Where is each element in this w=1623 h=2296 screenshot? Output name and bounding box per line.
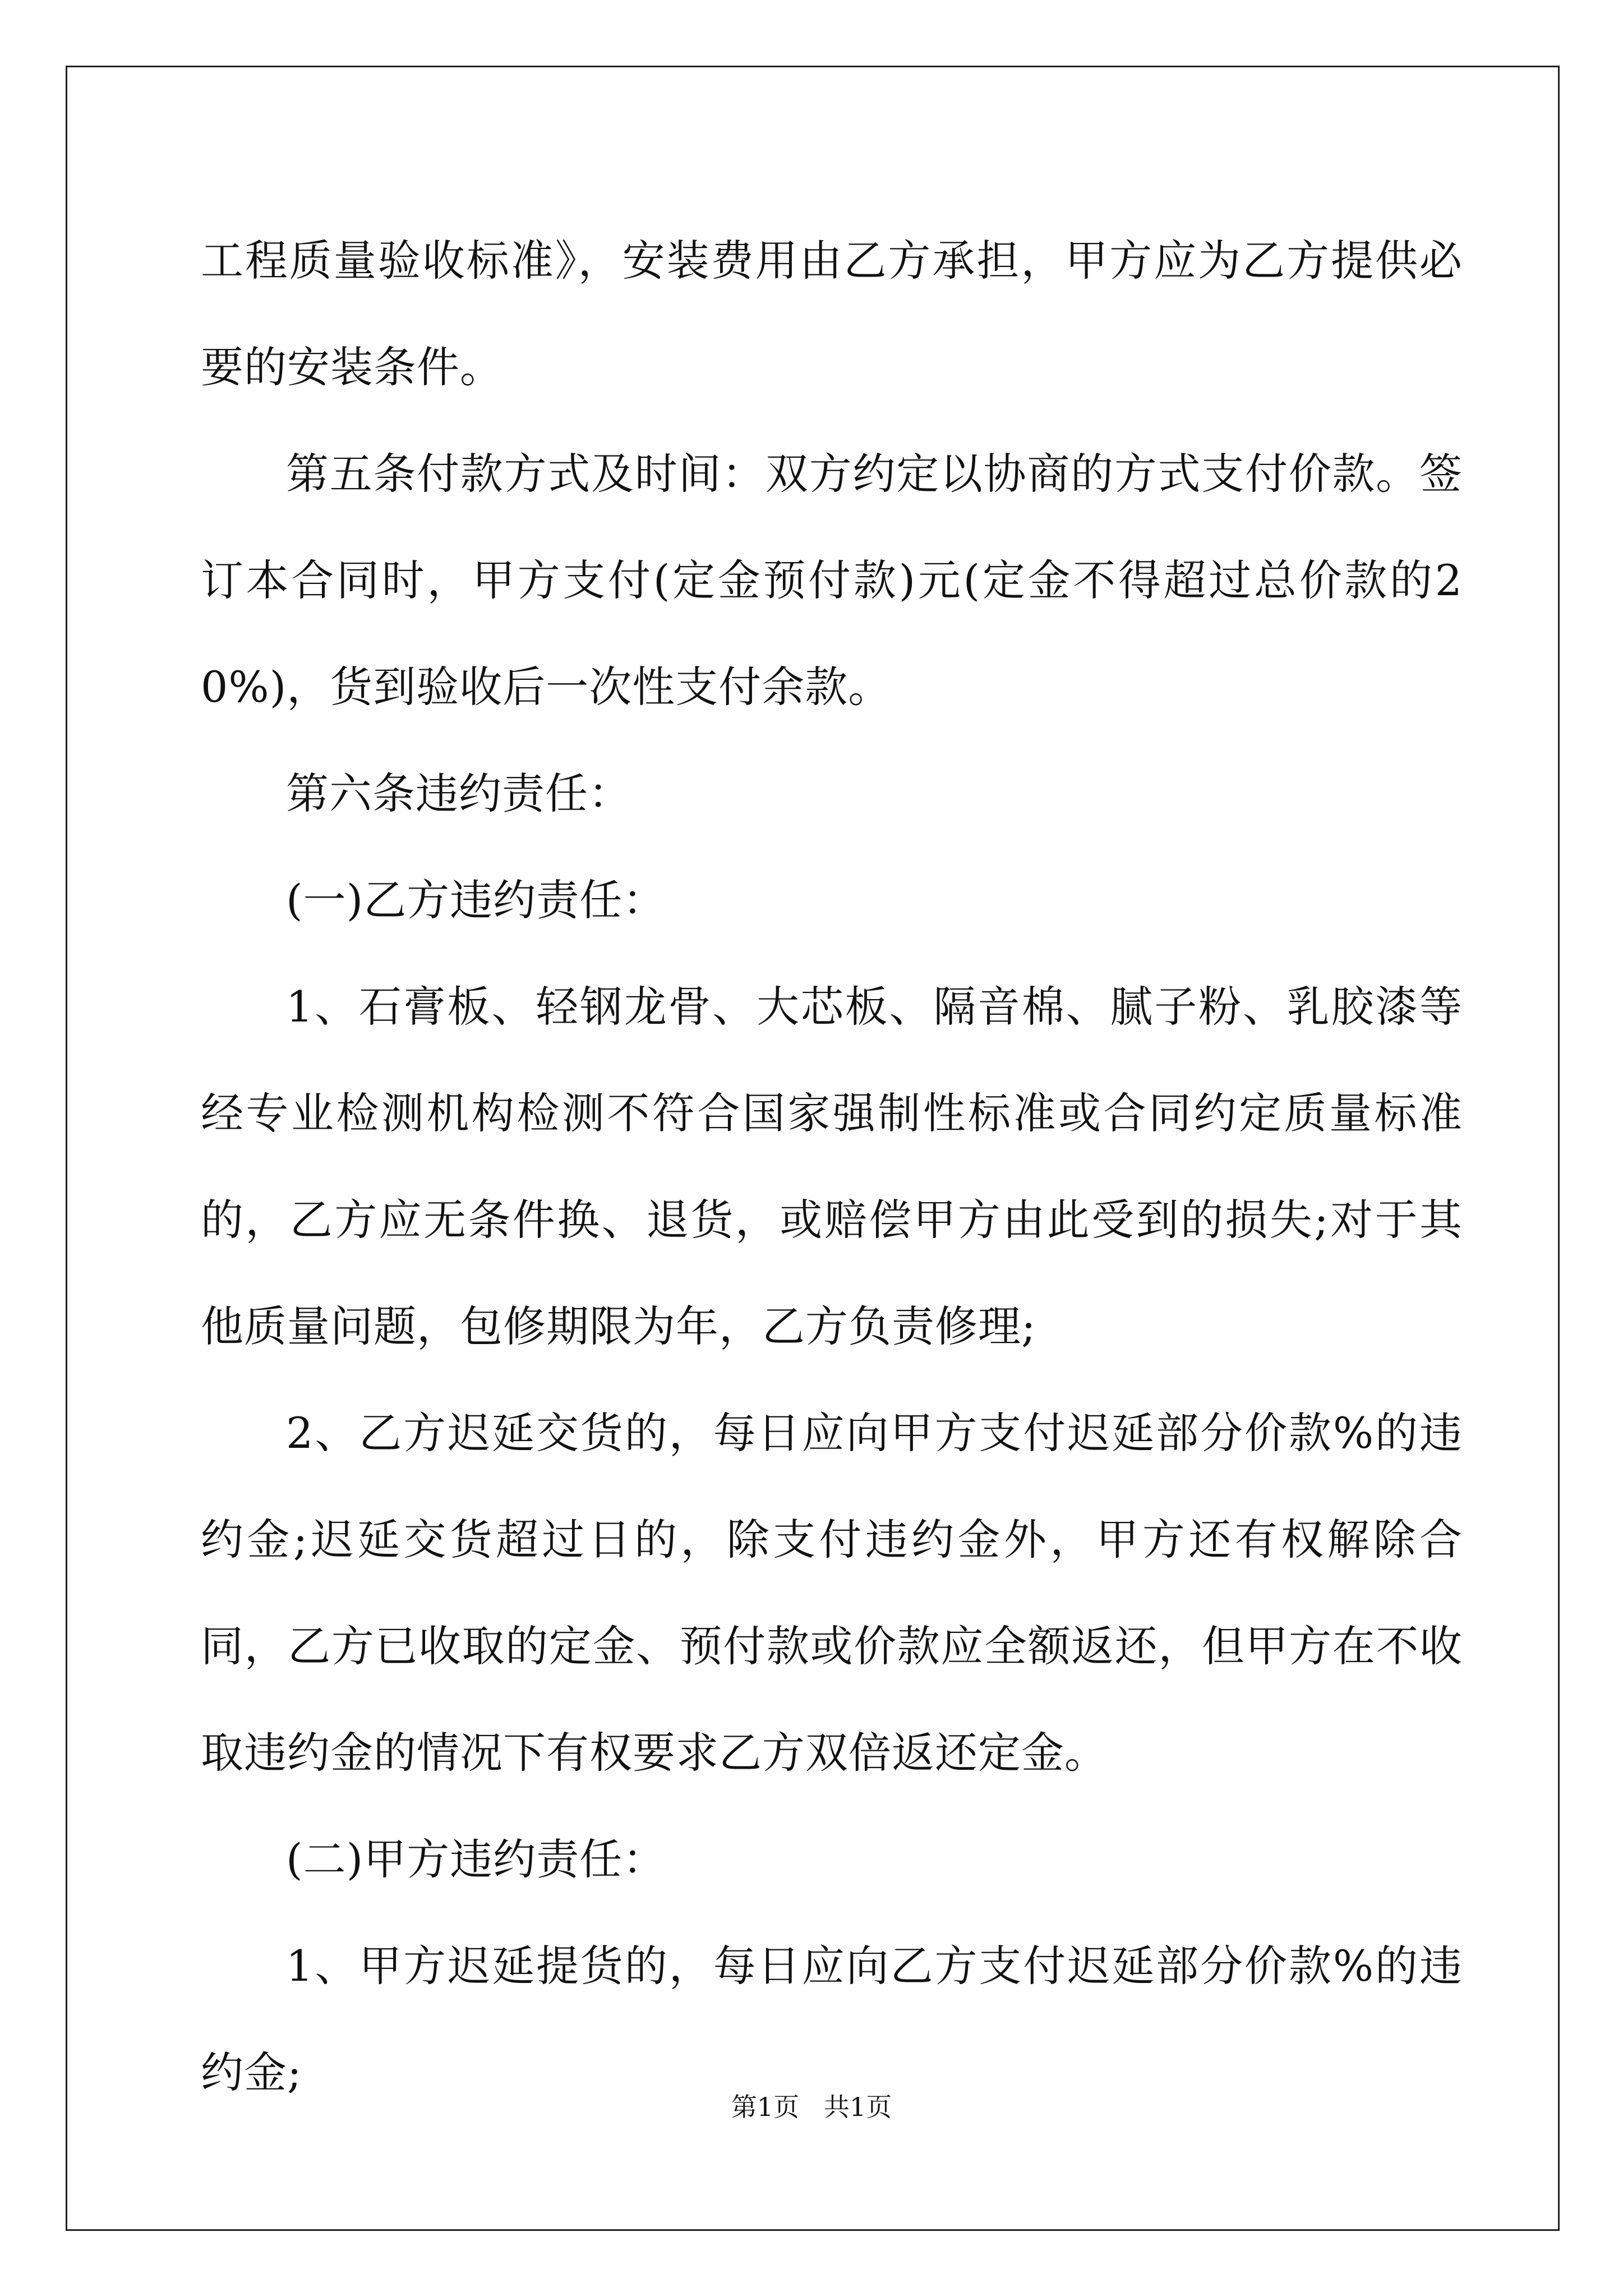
paragraph: 1、石膏板、轻钢龙骨、大芯板、隔音棉、腻子粉、乳胶漆等经专业检测机构检测不符合国家强制性标准或合同约定质量标准的，乙方应无条件换、退货，或赔偿甲方由此受到的损失;对于其他质量问题，包修期限为年，乙方负责修理; (201, 982, 1463, 1351)
paragraph: (一)乙方违约责任： (286, 875, 666, 925)
paragraph: 工程质量验收标准》，安装费用由乙方承担，甲方应为乙方提供必要的安装条件。 (201, 236, 1463, 392)
paragraph: 1、甲方迟延提货的，每日应向乙方支付迟延部分价款%的违约金; (201, 1941, 1463, 2097)
paragraph: 第六条违约责任： (286, 769, 631, 818)
paragraph: 第五条付款方式及时间：双方约定以协商的方式支付价款。签订本合同时，甲方支付(定金预付款)元(定金不得超过总价款的20%)，货到验收后一次性支付余款。 (201, 449, 1463, 712)
paragraph: (二)甲方违约责任： (286, 1834, 666, 1884)
page-number-footer: 第1页 共1页 (731, 2092, 892, 2122)
paragraph: 2、乙方迟延交货的，每日应向甲方支付迟延部分价款%的违约金;迟延交货超过日的，除支付违约金外，甲方还有权解除合同，乙方已收取的定金、预付款或价款应全额返还，但甲方在不收取违约金的情况下有权要求乙方双倍返还定金。 (201, 1408, 1463, 1778)
document-body (201, 208, 1463, 2126)
